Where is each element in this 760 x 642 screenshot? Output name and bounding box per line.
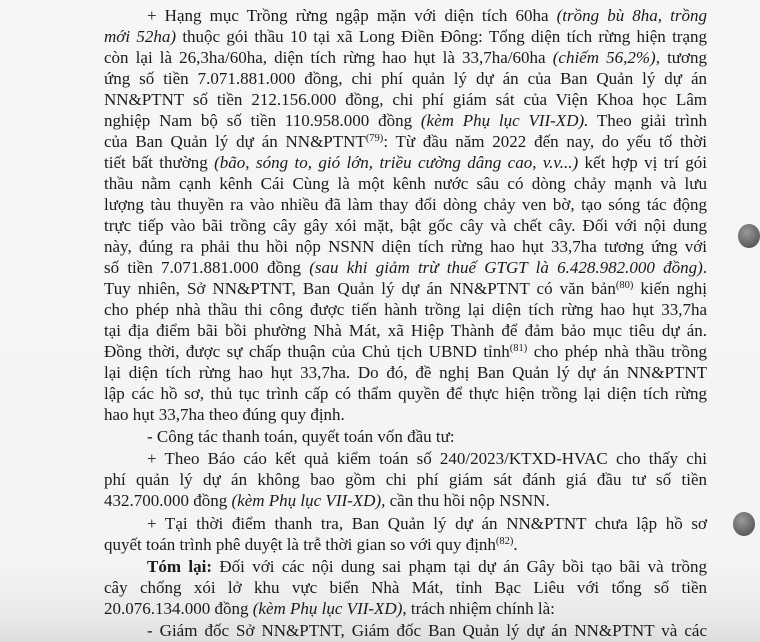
text-line	[104, 405, 345, 424]
text-line	[104, 237, 707, 256]
text-segment: ứng số tiền 7.071.881.000 đồng, chi phí quản lý dự án của Ban Quản lý dự án	[104, 68, 707, 88]
text-segment: .	[513, 534, 518, 554]
gray-dot-marker	[738, 224, 760, 248]
text-segment: trực tiếp vào bãi trồng cây gây xói mặt, bật gốc cây và chết cây. Đối với nội dung	[104, 215, 707, 235]
text-line	[104, 111, 707, 130]
text-line	[104, 132, 707, 151]
text-line	[147, 449, 707, 468]
italic-text: (sau khi giảm trừ thuế GTGT là 6.428.982.000 đồng)	[309, 257, 703, 277]
text-segment: quyết toán trình phê duyệt là trễ thời gian so với quy định	[104, 534, 496, 554]
text-line	[147, 514, 707, 533]
text-segment: Đồng thời, được sự chấp thuận của Chủ tịch UBND tỉnh	[104, 341, 510, 361]
text-line	[104, 384, 707, 403]
footnote-reference: (80)	[615, 279, 634, 291]
text-segment: kiến nghị	[633, 278, 707, 298]
text-segment: phí quản lý dự án không bao gồm chi phí giám sát đánh giá đầu tư số tiền	[104, 469, 707, 489]
italic-text: (kèm Phụ lục VII-XD).	[420, 110, 589, 130]
text-segment: thuộc gói thầu 10 tại xã Long Điền Đông: Tổng diện tích rừng hiện trạng	[176, 26, 708, 46]
italic-text: (kèm Phụ lục VII-XD)	[252, 598, 403, 618]
text-segment: thầu nằm cạnh kênh Cái Cùng là một kênh nước sâu có dòng chảy mạnh và lưu	[104, 173, 707, 193]
text-segment: NN&PTNT số tiền 212.156.000 đồng, chi phí giám sát của Viện Khoa học Lâm	[104, 89, 707, 109]
text-line	[104, 48, 707, 67]
text-segment: + Hạng mục Trồng rừng ngập mặn với diện tích 60ha	[147, 5, 557, 25]
text-segment: , tương	[655, 47, 707, 67]
italic-text: (chiếm 56,2%)	[552, 47, 656, 67]
text-segment: lại diện tích rừng hao hụt 33,7ha. Do đó, đề nghị Ban Quản lý dự án NN&PTNT	[104, 362, 707, 382]
text-segment: tiết bất thường	[104, 152, 215, 172]
text-segment: .	[702, 257, 707, 277]
text-line	[147, 557, 707, 576]
text-line	[104, 216, 707, 235]
text-segment: cần thu hồi nộp NSNN.	[385, 490, 550, 510]
text-line	[104, 342, 707, 361]
text-line	[104, 279, 707, 298]
italic-text: (bão, sóng to, gió lớn, triều cường dâng cao, v.v...)	[214, 152, 579, 172]
text-line	[104, 69, 707, 88]
text-segment: của Ban Quản lý dự án NN&PTNT	[104, 131, 366, 151]
italic-text: (kèm Phụ lục VII-XD),	[231, 490, 386, 510]
text-segment: hao hụt 33,7ha theo đúng quy định.	[104, 404, 345, 424]
text-line	[104, 195, 707, 214]
text-line	[104, 90, 707, 109]
footnote-reference: (82)	[495, 535, 514, 547]
text-line	[104, 300, 707, 319]
text-line	[104, 27, 707, 46]
text-line	[104, 470, 707, 489]
text-segment: 20.076.134.000 đồng	[104, 598, 253, 618]
text-line	[104, 578, 707, 597]
gray-dot-marker	[733, 512, 755, 536]
text-segment: cây chống xói lở khu vực biển Nhà Mát, tỉnh Bạc Liêu với tổng số tiền	[104, 577, 707, 597]
text-line	[104, 174, 707, 193]
text-line	[104, 321, 707, 340]
text-segment: kết hợp vị trí gói	[578, 152, 707, 172]
text-segment: : Từ đầu năm 2022 đến nay, do yếu tố thời	[383, 131, 707, 151]
text-segment: Đối với các nội dung sai phạm tại dự án Gây bồi tạo bãi và trồng	[211, 556, 707, 576]
text-segment: - Giám đốc Sở NN&PTNT, Giám đốc Ban Quản lý dự án NN&PTNT và các	[147, 620, 707, 640]
text-segment: số tiền 7.071.881.000 đồng	[104, 257, 310, 277]
text-segment: Tuy nhiên, Sở NN&PTNT, Ban Quản lý dự án NN&PTNT có văn bản	[104, 278, 616, 298]
italic-text: (trồng bù 8ha, trồng	[556, 5, 707, 25]
text-segment: 432.700.000 đồng	[104, 490, 232, 510]
text-segment: cho phép nhà thầu thi công được tiến hành trồng lại diện tích rừng hao hụt 33,7ha	[104, 299, 707, 319]
bold-text: Tóm lại:	[147, 556, 212, 576]
text-line	[104, 363, 707, 382]
text-line	[104, 599, 555, 618]
text-segment: này, đúng ra phải thu hồi nộp NSNN diện tích rừng hao hụt 33,7ha tương ứng với	[104, 236, 707, 256]
footnote-reference: (81)	[509, 342, 528, 354]
text-line	[104, 535, 518, 554]
text-segment: + Theo Báo cáo kết quả kiểm toán số 240/2023/KTXD-HVAC cho thấy chi	[147, 448, 707, 468]
footnote-reference: (79)	[365, 132, 384, 144]
text-segment: + Tại thời điểm thanh tra, Ban Quản lý dự án NN&PTNT chưa lập hồ sơ	[147, 513, 707, 533]
text-segment: Theo giải trình	[588, 110, 707, 130]
text-line	[147, 6, 707, 25]
text-segment: lượng tàu thuyền ra vào nhiều đã làm thay đổi dòng chảy ven bờ, tạo sóng tác động	[104, 194, 707, 214]
text-line	[104, 153, 707, 172]
text-line	[104, 258, 707, 277]
text-line	[147, 427, 455, 446]
text-line	[147, 621, 707, 640]
italic-text: mới 52ha)	[104, 26, 177, 46]
text-segment: cho phép nhà thầu trồng	[527, 341, 707, 361]
text-segment: - Công tác thanh toán, quyết toán vốn đầu tư:	[147, 426, 455, 446]
text-line	[104, 491, 550, 510]
text-segment: , trách nhiệm chính là:	[402, 598, 555, 618]
text-segment: tại địa điểm bãi bồi phường Nhà Mát, xã Hiệp Thành để đảm bảo mục tiêu dự án.	[104, 320, 707, 340]
text-segment: nghiệp Nam bộ số tiền 110.958.000 đồng	[104, 110, 421, 130]
text-segment: còn lại là 26,3ha/60ha, diện tích rừng hao hụt là 33,7ha/60ha	[104, 47, 553, 67]
text-segment: lập các hồ sơ, thủ tục trình cấp có thẩm quyền để thực hiện trồng lại diện tích rừng	[104, 383, 707, 403]
